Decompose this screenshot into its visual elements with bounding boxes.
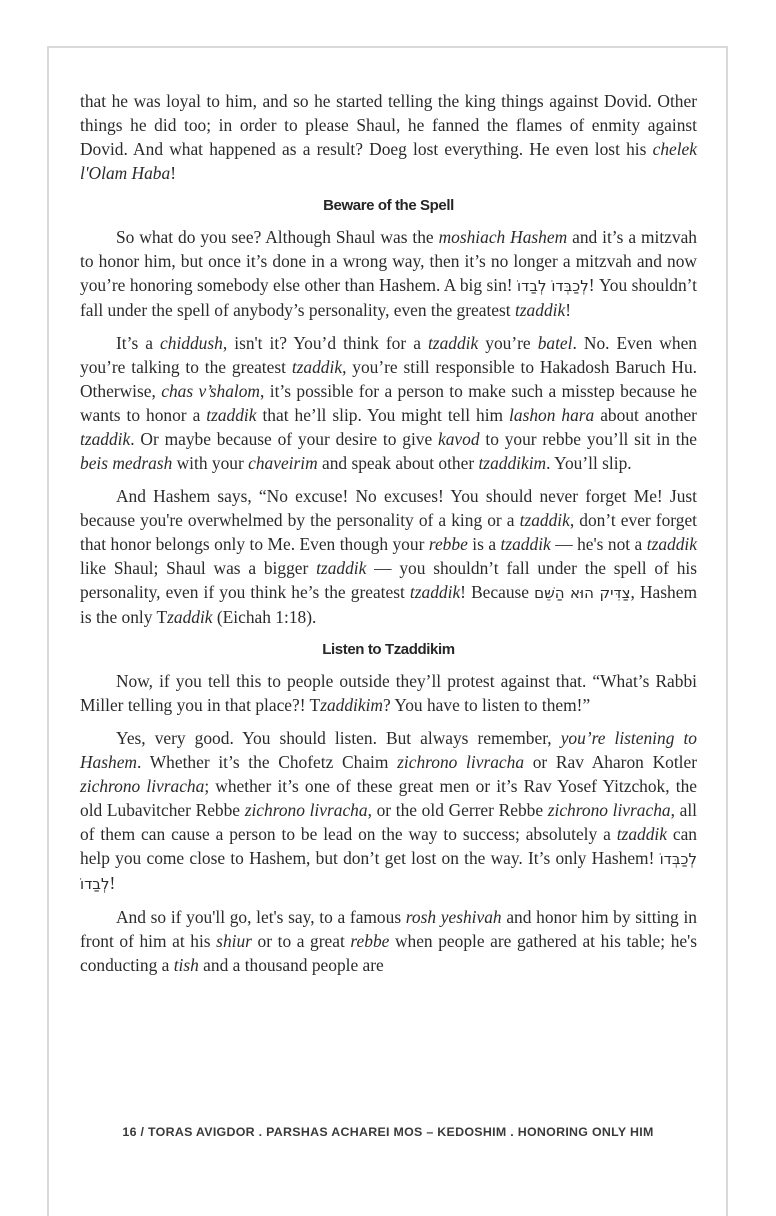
italic-term: lashon hara (509, 405, 595, 426)
italic-term: tzaddik (206, 405, 257, 426)
italic-term: chiddush (160, 332, 223, 353)
italic-term: zichrono livracha (547, 799, 671, 820)
italic-term: tzaddikim (478, 453, 547, 474)
paragraph: And so if you'll go, let's say, to a famous rosh yeshivah and honor him by sitting in front of him at his shiur or to a great rebbe when people are gathered at his table; he's conducting a tish and a thousand people are (80, 906, 698, 975)
italic-term: chaveirim (248, 453, 318, 474)
italic-term: tzaddik (519, 509, 570, 530)
paragraph: And Hashem says, “No excuse! No excuses! You should never forget Me! Just because you're overwhelmed by the personality of a king or a tzaddik, don’t ever forget that honor belongs only to Me. Even though your rebbe is a tzaddik — he's not a tzaddik like Shaul; Shaul was a bigger tzaddik — you shouldn’t fall under the spell of his personality, even if you think he’s the greatest tzaddik! Because צַדִּיק הוּא הַשֵּׁם, Hashem is the only Tzaddik (Eichah 1:18). (80, 485, 697, 628)
italic-term: rebbe (350, 930, 390, 951)
italic-term: moshiach Hashem (438, 226, 568, 247)
page-body (80, 89, 697, 986)
italic-term: tish (173, 954, 199, 975)
paragraph: It’s a chiddush, isn't it? You’d think for a tzaddik you’re batel. No. Even when you’re talking to the greatest tzaddik, you’re still responsible to Hakadosh Baruch Hu. Otherwise, chas v’shalom, it’s possible for a person to make such a misstep because he wants to honor a tzaddik that he’ll slip. You might tell him lashon hara about another tzaddik. Or maybe because of your desire to give kavod to your rebbe you’ll sit in the beis medrash with your chaveirim and speak about other tzaddikim. You’ll slip. (80, 332, 698, 474)
paragraph: Yes, very good. You should listen. But always remember, you’re listening to Hashem. Whether it’s the Chofetz Chaim zichrono livracha or Rav Aharon Kotler zichrono livracha; whether it’s one of these great men or it’s Rav Yosef Yitzchok, the old Lubavitcher Rebbe zichrono livracha, or the old Gerrer Rebbe zichrono livracha, all of them can cause a person to be lead on the way to success; absolutely a tzaddik can help you come close to Hashem, but don’t get lost on the way. It’s only Hashem! לְכַבְּדוֹ לְבַדוֹ! (80, 727, 698, 894)
italic-term: you’re listening to Hashem (80, 727, 697, 772)
section-heading-listen-to-tzaddikim: Listen to Tzaddikim (322, 640, 455, 658)
italic-term: tzaddik (80, 429, 131, 450)
paragraph: So what do you see? Although Shaul was the moshiach Hashem and it’s a mitzvah to honor him, but once it’s done in a wrong way, then it’s no longer a mitzvah and now you’re honoring somebody else other than Hashem. A big sin! לְכַבְּדוֹ לְבַדוֹ! You shouldn’t fall under the spell of anybody’s personality, even the greatest tzaddik! (80, 226, 697, 321)
italic-term: tzaddik (500, 534, 551, 554)
italic-term: tzaddik (427, 332, 479, 353)
paragraph: Now, if you tell this to people outside they’ll protest against that. “What’s Rabbi Miller telling you in that place?! Tzaddikim? You have to listen to them!” (80, 670, 697, 715)
italic-term: zichrono livracha (80, 775, 205, 796)
italic-term: chelek l'Olam Haba (80, 139, 697, 184)
italic-term: beis medrash (80, 453, 173, 474)
italic-term: rebbe (428, 534, 468, 554)
italic-term: tzaddik (291, 356, 343, 377)
italic-term: kavod (438, 429, 480, 450)
italic-term: zaddik (167, 607, 213, 628)
italic-term: zichrono livracha (244, 799, 368, 820)
hebrew-phrase: צַדִּיק הוּא הַשֵּׁם (534, 584, 631, 603)
paragraph: that he was loyal to him, and so he started telling the king things against Dovid. Other things he did too; in order to please Shaul, he fanned the flames of enmity against Dovid. And what happened as a result? Doeg lost everything. He even lost his chelek l'Olam Haba! (80, 91, 697, 184)
italic-term: zichrono livracha (397, 751, 525, 772)
italic-term: zaddikim (320, 694, 383, 715)
italic-term: tzaddik (646, 534, 697, 554)
italic-term: chas v’shalom (161, 380, 260, 401)
italic-term: rosh yeshivah (405, 906, 502, 927)
italic-term: tzaddik (616, 823, 667, 844)
hebrew-phrase: לְכַבְּדוֹ לְבַדוֹ (517, 277, 589, 296)
italic-term: batel (537, 332, 573, 353)
italic-term: tzaddik (514, 300, 566, 321)
italic-term: tzaddik (316, 558, 367, 579)
hebrew-phrase: לְכַבְּדוֹ לְבַדוֹ (80, 850, 697, 894)
italic-term: shiur (216, 930, 252, 951)
italic-term: tzaddik (409, 582, 461, 603)
section-heading-beware-of-the-spell: Beware of the Spell (323, 196, 454, 214)
running-footer: 16 / TORAS AVIGDOR . PARSHAS ACHAREI MOS – KEDOSHIM . HONORING ONLY HIM (122, 1125, 654, 1139)
